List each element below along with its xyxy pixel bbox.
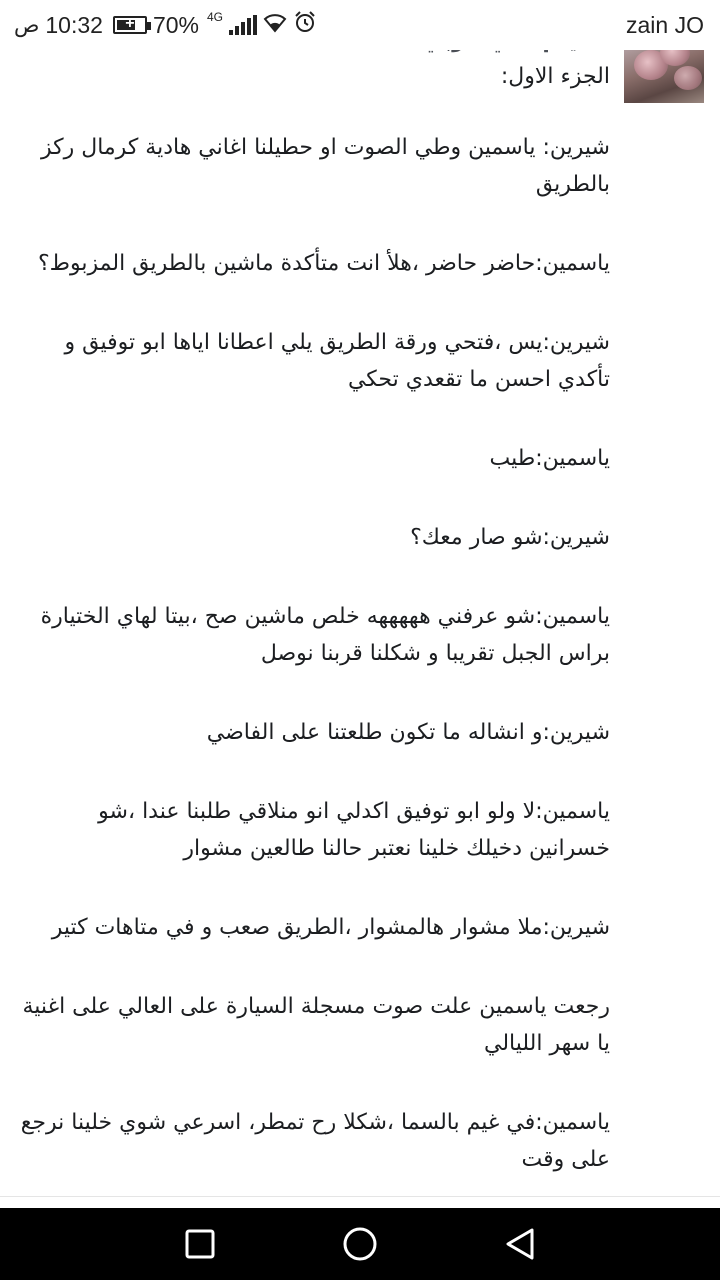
post-paragraph: شيرين:ملا مشوار هالمشوار ،الطريق صعب و في متاهات كتير — [51, 915, 610, 940]
post-paragraph: الجزء الاول: — [500, 64, 610, 89]
recent-apps-button[interactable] — [140, 1208, 260, 1280]
carrier-name: zain JO — [626, 12, 704, 38]
post-paragraph: ياسمين:طيب — [489, 446, 610, 471]
signal-icon — [229, 15, 257, 35]
clock: 10:32 — [45, 11, 103, 38]
alarm-icon — [293, 10, 317, 40]
post-paragraph: رجعت ياسمين علت صوت مسجلة السيارة على العالي على اغنية يا سهر الليالي — [22, 994, 610, 1056]
time-ampm: ص — [14, 13, 40, 37]
square-icon — [185, 1229, 215, 1259]
post-paragraph: شيرين:يس ،فتحي ورقة الطريق يلي اعطانا اياها ابو توفيق و تأكدي احسن ما تقعدي تحكي — [64, 330, 610, 392]
wifi-icon — [263, 12, 287, 39]
author-avatar[interactable] — [624, 46, 704, 103]
divider — [0, 1196, 720, 1197]
post-paragraph: ياسمين:لا ولو ابو توفيق اكدلي انو منلاقي طلبنا عندا ،شو خسرانين دخيلك خلينا نعتبر حالنا طالعين مشوار — [98, 799, 610, 861]
post-paragraph: شيرين:و انشاله ما تكون طلعتنا على الفاضي — [206, 720, 610, 745]
network-type: 4G — [207, 10, 224, 24]
post-paragraph: ياسمين:في غيم بالسما ،شكلا رح تمطر، اسرعي شوي خلينا نرجع على وقت — [20, 1110, 610, 1172]
back-triangle-icon — [504, 1227, 536, 1261]
post-body — [20, 58, 610, 1220]
home-button[interactable] — [300, 1208, 420, 1280]
battery-charging-icon: + — [113, 16, 147, 34]
back-button[interactable] — [460, 1208, 580, 1280]
status-bar-left — [14, 10, 317, 40]
post-paragraph: شيرين: ياسمين وطي الصوت او حطيلنا اغاني هادية كرمال ركز بالطريق — [40, 135, 610, 197]
battery-percent: 70% — [152, 11, 199, 38]
navigation-bar — [0, 1208, 720, 1280]
post-paragraph: ياسمين:شو عرفني هههههه خلص ماشين صح ،بيتا لهاي الختيارة براس الجبل تقريبا و شكلنا قربنا نوصل — [40, 604, 610, 666]
post-paragraph: شيرين:شو صار معك؟ — [410, 525, 610, 550]
post-paragraph: ياسمين:حاضر حاضر ،هلأ انت متأكدة ماشين بالطريق المزبوط؟ — [38, 251, 610, 276]
circle-icon — [342, 1226, 378, 1262]
status-bar — [0, 0, 720, 50]
